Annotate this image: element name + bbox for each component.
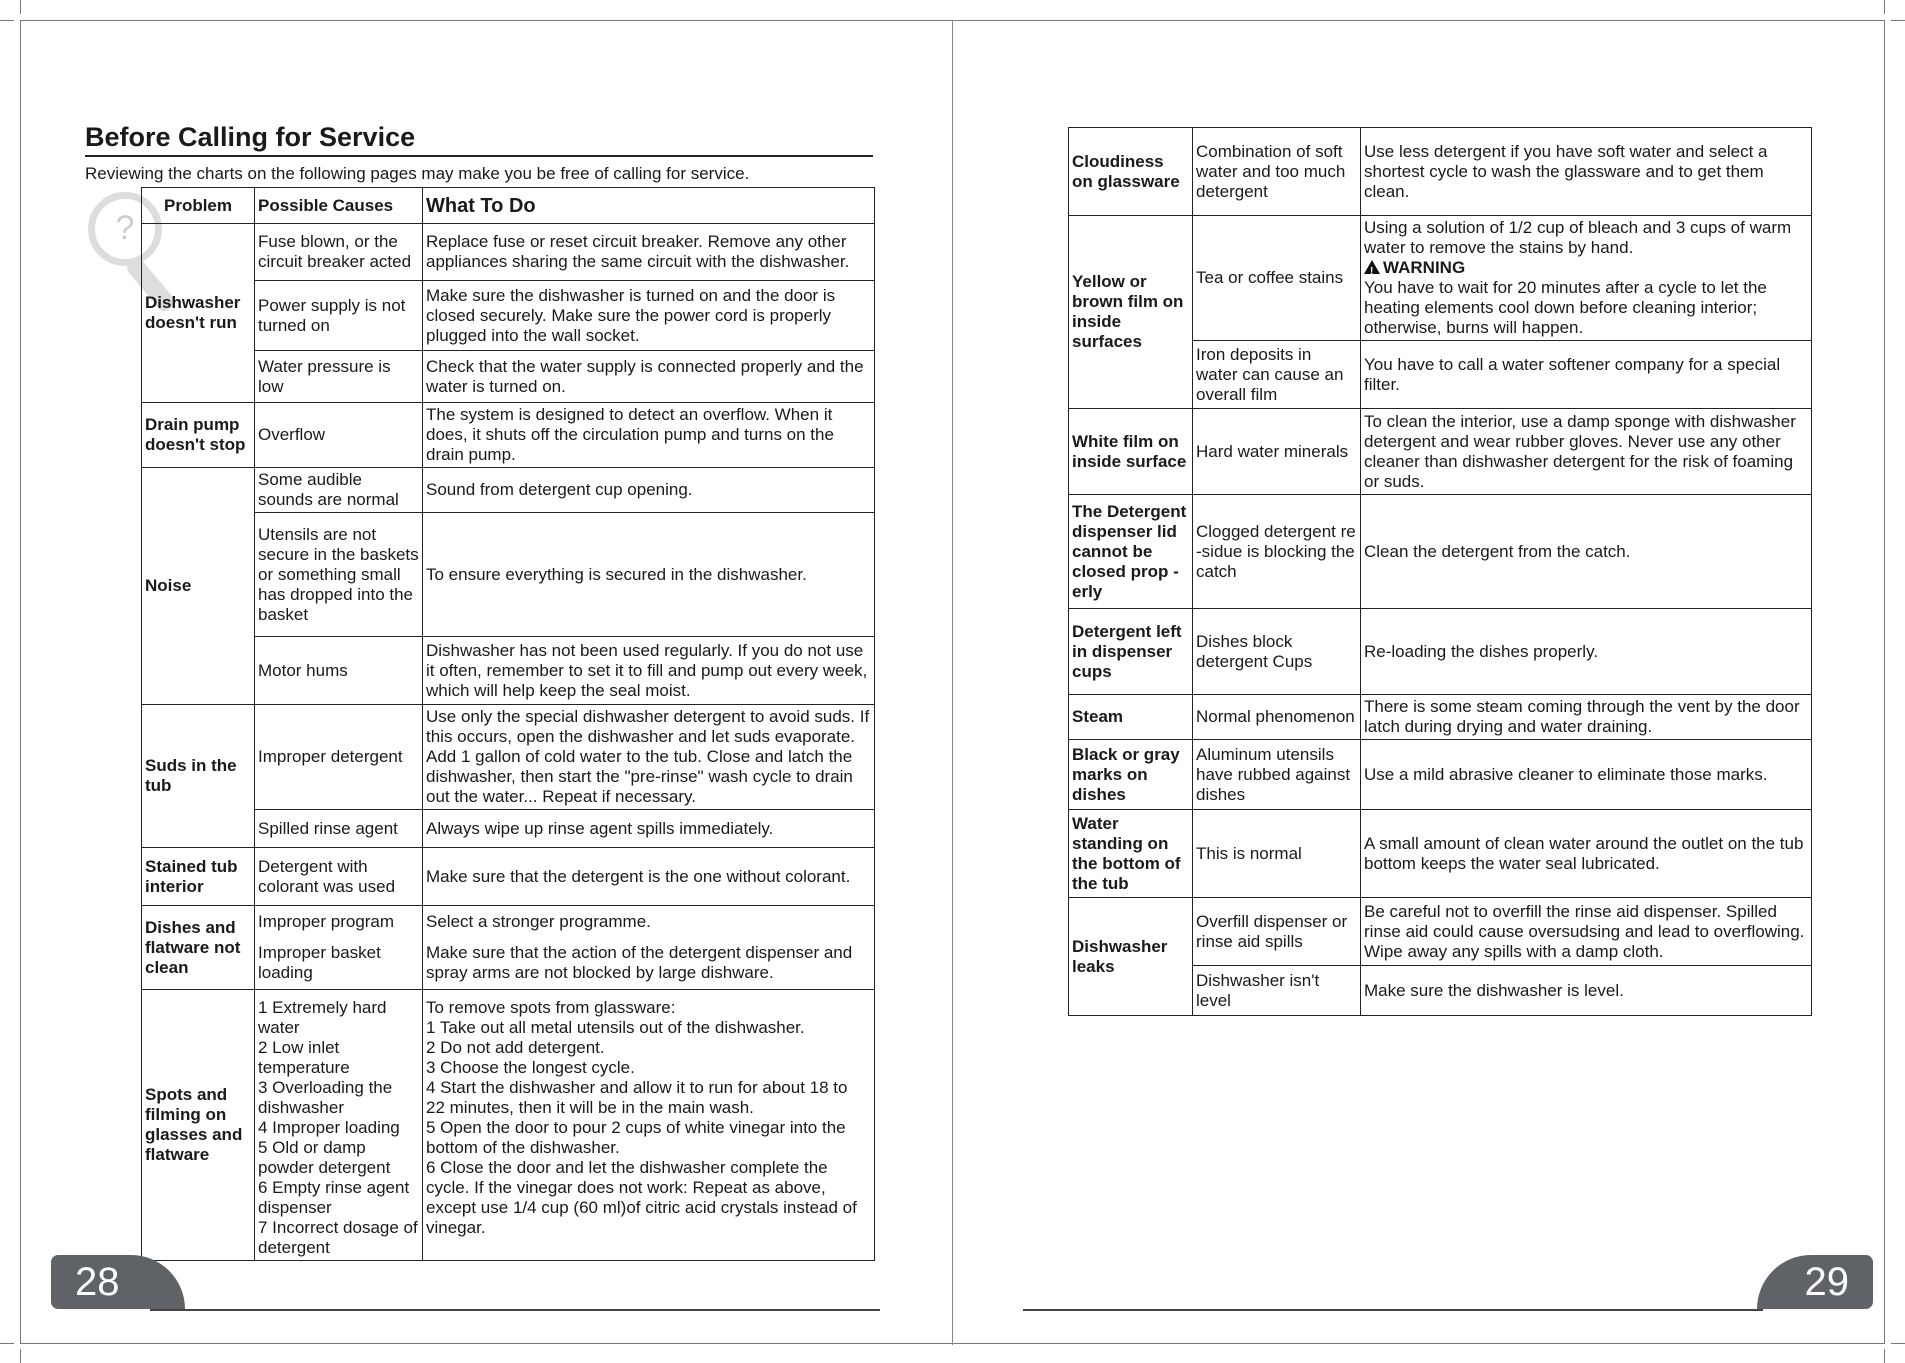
problem-cell: Cloudiness on glassware <box>1069 128 1193 216</box>
crop-mark <box>20 0 21 14</box>
todo-step: 2 Do not add detergent. <box>426 1038 605 1057</box>
cause-cell: Overflow <box>255 403 423 468</box>
cause-cell: Improper detergent <box>255 705 423 810</box>
todo-step: 5 Open the door to pour 2 cups of white vinegar into the bottom of the dishwasher. <box>426 1118 846 1157</box>
cause-item: 7 Incorrect dosage of detergent <box>258 1218 418 1257</box>
crop-mark <box>1891 1343 1905 1344</box>
header-todo: What To Do <box>423 188 875 224</box>
cause-item: 3 Overloading the dishwasher <box>258 1078 393 1117</box>
cause-cell: Detergent with colorant was used <box>255 848 423 906</box>
todo-cell: To clean the interior, use a damp sponge with dishwasher detergent and wear rubber gloves. Never use any other cleaner than dishwasher detergent for the risk of foaming or suds. <box>1361 409 1812 495</box>
todo-cell: Replace fuse or reset circuit breaker. Remove any other appliances sharing the same circuit with the dishwasher. <box>423 224 875 281</box>
cause-cell: Aluminum utensils have rubbed against dishes <box>1193 740 1361 810</box>
todo-cell: Check that the water supply is connected properly and the water is turned on. <box>423 351 875 403</box>
todo-cell: To ensure everything is secured in the dishwasher. <box>423 513 875 637</box>
cause-cell: Clogged detergent re -sidue is blocking the catch <box>1193 495 1361 609</box>
title-rule <box>85 155 873 157</box>
todo-text: Using a solution of 1/2 cup of bleach and 3 cups of warm water to remove the stains by hand. <box>1364 218 1792 257</box>
troubleshooting-table-left <box>141 187 875 1261</box>
page-title: Before Calling for Service <box>85 122 416 152</box>
cause-item: 4 Improper loading <box>258 1118 400 1137</box>
problem-cell: Yellow or brown film on inside surfaces <box>1069 216 1193 409</box>
problem-cell: Dishwasher doesn't run <box>142 224 255 403</box>
todo-cell: The system is designed to detect an overflow. When it does, it shuts off the circulation pump and turns on the drain pump. <box>423 403 875 468</box>
problem-cell: Suds in the tub <box>142 705 255 848</box>
cause-cell: Utensils are not secure in the baskets or something small has dropped into the basket <box>255 513 423 637</box>
problem-cell: Black or gray marks on dishes <box>1069 740 1193 810</box>
spots-causes-cell <box>255 990 423 1261</box>
footer-rule-right <box>1023 1309 1763 1311</box>
crop-mark <box>1884 0 1885 14</box>
cause-cell: Normal phenomenon <box>1193 695 1361 740</box>
spots-todo-cell <box>423 990 875 1261</box>
cause-item: 1 Extremely hard water <box>258 998 387 1037</box>
problem-cell: Spots and filming on glasses and flatware <box>142 990 255 1261</box>
problem-cell: Noise <box>142 468 255 705</box>
page-border <box>20 20 21 1343</box>
page-number-right: 29 <box>1757 1255 1873 1309</box>
header-causes: Possible Causes <box>255 188 423 224</box>
cause-cell: Water pressure is low <box>255 351 423 403</box>
cause-cell: This is normal <box>1193 810 1361 898</box>
todo-warning-cell <box>1361 216 1812 341</box>
cause-cell: Fuse blown, or the circuit breaker acted <box>255 224 423 281</box>
cause-cell: Tea or coffee stains <box>1193 216 1361 341</box>
todo-cell: Select a stronger programme. <box>423 906 875 938</box>
todo-step: 3 Choose the longest cycle. <box>426 1058 635 1077</box>
cause-cell: Hard water minerals <box>1193 409 1361 495</box>
footer-rule-left <box>150 1309 880 1311</box>
todo-cell: Make sure the dishwasher is level. <box>1361 966 1812 1016</box>
problem-cell: White film on inside surface <box>1069 409 1193 495</box>
cause-cell: Improper program <box>255 906 423 938</box>
cause-item: 6 Empty rinse agent dispenser <box>258 1178 410 1217</box>
todo-cell: Make sure that the action of the detergent dispenser and spray arms are not blocked by large dishware. <box>423 938 875 990</box>
crop-mark <box>20 1349 21 1363</box>
problem-cell: Dishes and flatware not clean <box>142 906 255 990</box>
warning-icon <box>1364 260 1380 274</box>
troubleshooting-table-right <box>1068 127 1812 1016</box>
todo-cell: Make sure the dishwasher is turned on and the door is closed securely. Make sure the power cord is properly plugged into the wall socket. <box>423 281 875 351</box>
todo-intro: To remove spots from glassware: <box>426 998 676 1017</box>
todo-step: 4 Start the dishwasher and allow it to run for about 18 to 22 minutes, then it will be in the main wash. <box>426 1078 848 1117</box>
todo-cell: Dishwasher has not been used regularly. If you do not use it often, remember to set it to fill and pump out every week, which will help keep the seal moist. <box>423 637 875 705</box>
cause-cell: Dishwasher isn't level <box>1193 966 1361 1016</box>
problem-cell: Steam <box>1069 695 1193 740</box>
todo-cell: Always wipe up rinse agent spills immediately. <box>423 810 875 848</box>
cause-cell: Iron deposits in water can cause an overall film <box>1193 341 1361 409</box>
cause-cell: Dishes block detergent Cups <box>1193 609 1361 695</box>
problem-cell: The Detergent dispenser lid cannot be closed prop -erly <box>1069 495 1193 609</box>
crop-mark <box>1891 20 1905 21</box>
magnifier-icon: ? <box>88 192 162 266</box>
intro-text: Reviewing the charts on the following pages may make you be free of calling for service. <box>85 164 750 183</box>
warning-label: !WARNING <box>1364 258 1808 278</box>
todo-step: 1 Take out all metal utensils out of the dishwasher. <box>426 1018 805 1037</box>
cause-cell: Improper basket loading <box>255 938 423 990</box>
problem-cell: Stained tub interior <box>142 848 255 906</box>
problem-cell: Dishwasher leaks <box>1069 898 1193 1016</box>
crop-mark <box>0 1343 14 1344</box>
todo-cell: Sound from detergent cup opening. <box>423 468 875 513</box>
todo-cell: Make sure that the detergent is the one without colorant. <box>423 848 875 906</box>
page-number-left: 28 <box>51 1255 185 1309</box>
todo-cell: A small amount of clean water around the outlet on the tub bottom keeps the water seal lubricated. <box>1361 810 1812 898</box>
page-fold <box>952 20 953 1345</box>
cause-cell: Some audible sounds are normal <box>255 468 423 513</box>
cause-item: 5 Old or damp powder detergent <box>258 1138 391 1177</box>
todo-cell: Use a mild abrasive cleaner to eliminate those marks. <box>1361 740 1812 810</box>
problem-cell: Water standing on the bottom of the tub <box>1069 810 1193 898</box>
page-border <box>1884 20 1885 1343</box>
todo-cell: Re-loading the dishes properly. <box>1361 609 1812 695</box>
cause-cell: Overfill dispenser or rinse aid spills <box>1193 898 1361 966</box>
problem-cell: Detergent left in dispenser cups <box>1069 609 1193 695</box>
todo-cell: Use only the special dishwasher detergent to avoid suds. If this occurs, open the dishwasher and let suds evaporate. Add 1 gallon of cold water to the tub. Close and latch the dishwasher, then start the "pre-rinse" wash cycle to drain out the water... Repeat if necessary. <box>423 705 875 810</box>
cause-cell: Power supply is not turned on <box>255 281 423 351</box>
problem-cell: Drain pump doesn't stop <box>142 403 255 468</box>
cause-cell: Spilled rinse agent <box>255 810 423 848</box>
crop-mark <box>1884 1349 1885 1363</box>
warning-text: You have to wait for 20 minutes after a cycle to let the heating elements cool down before cleaning interior; otherwise, burns will happen. <box>1364 278 1767 337</box>
cause-cell: Combination of soft water and too much detergent <box>1193 128 1361 216</box>
cause-cell: Motor hums <box>255 637 423 705</box>
todo-cell: Clean the detergent from the catch. <box>1361 495 1812 609</box>
header-problem: Problem <box>142 188 255 224</box>
todo-step: 6 Close the door and let the dishwasher complete the cycle. If the vinegar does not work: Repeat as above, except use 1/4 cup (60 ml)of citric acid crystals instead of vinegar. <box>426 1158 857 1237</box>
todo-cell: Use less detergent if you have soft water and select a shortest cycle to wash the glassware and to get them clean. <box>1361 128 1812 216</box>
todo-cell: Be careful not to overfill the rinse aid dispenser. Spilled rinse aid could cause oversudsing and lead to overflowing. Wipe away any spills with a damp cloth. <box>1361 898 1812 966</box>
crop-mark <box>0 20 14 21</box>
todo-cell: You have to call a water softener company for a special filter. <box>1361 341 1812 409</box>
todo-cell: There is some steam coming through the vent by the door latch during drying and water draining. <box>1361 695 1812 740</box>
cause-item: 2 Low inlet temperature <box>258 1038 350 1077</box>
